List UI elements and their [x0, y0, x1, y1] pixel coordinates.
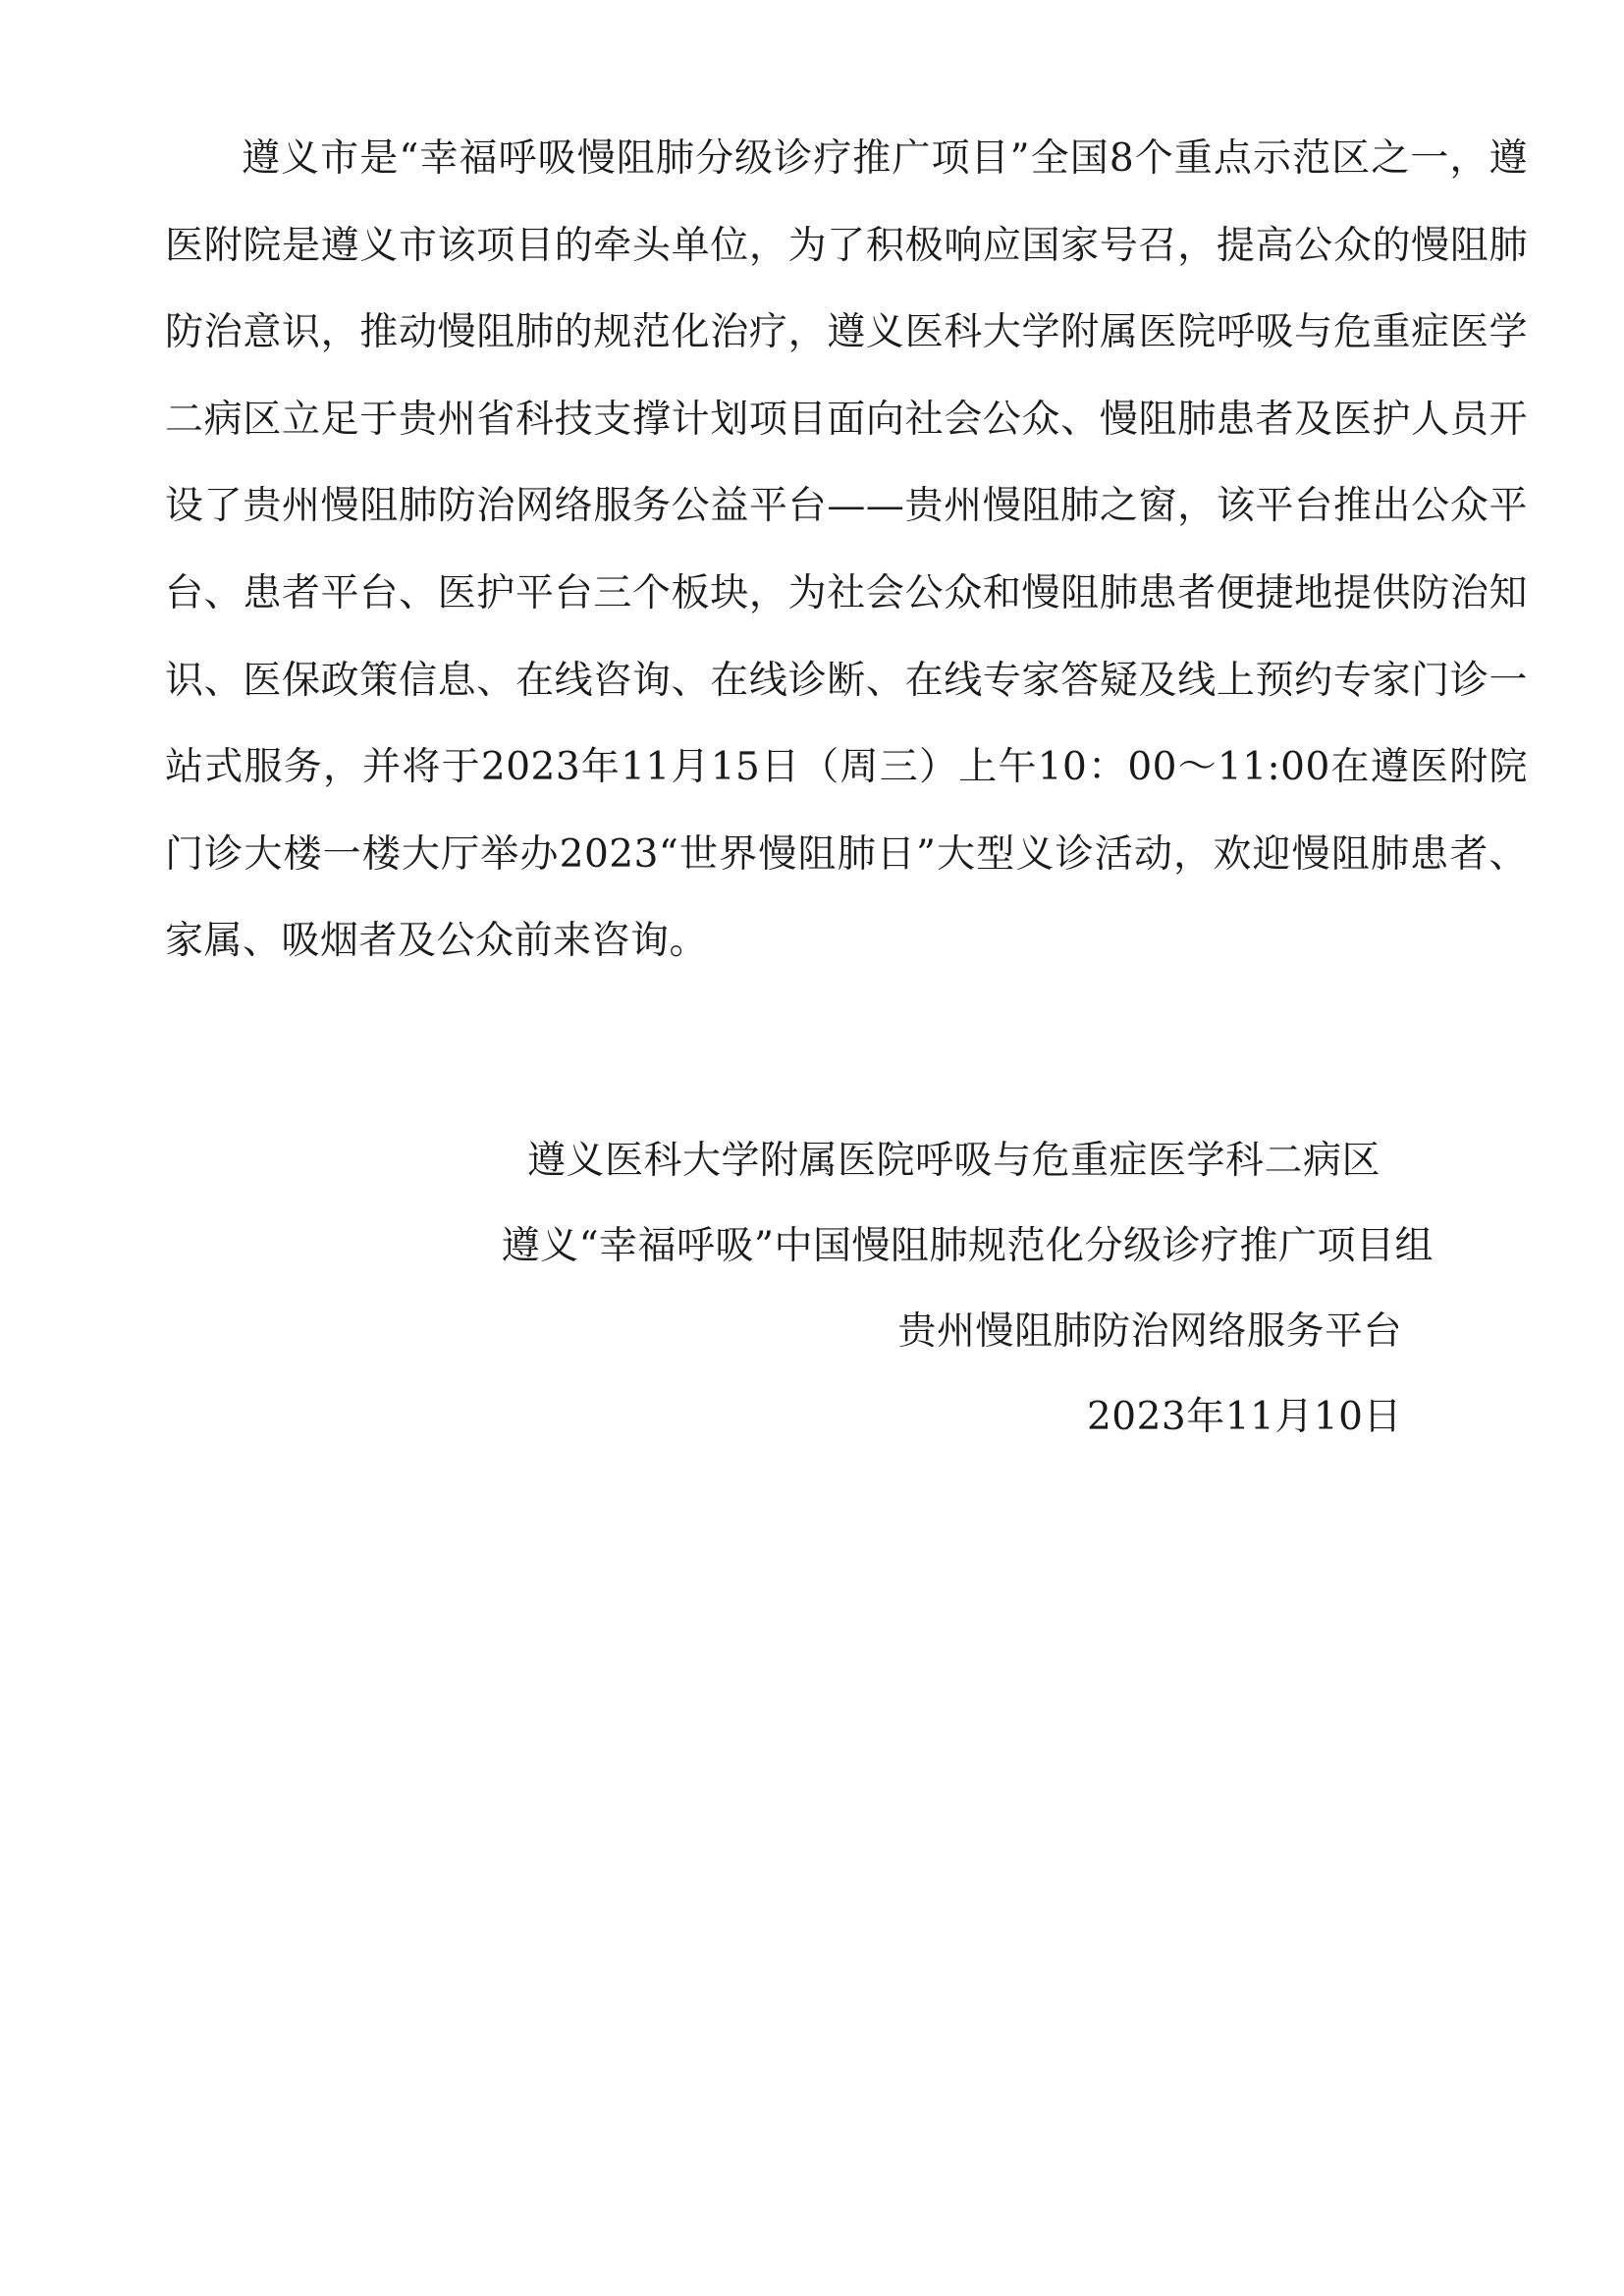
signature-date: 2023年11月10日	[1086, 1395, 1402, 1439]
signature-department: 遵义医科大学附属医院呼吸与危重症医学科二病区	[526, 1139, 1380, 1183]
notice-body-paragraph: 遵义市是“幸福呼吸慢阻肺分级诊疗推广项目”全国8个重点示范区之一，遵医附院是遵义市该项目的牵头单位，为了积极响应国家号召，提高公众的慢阻肺防治意识，推动慢阻肺的规范化治疗，遵义医科大学附属医院呼吸与危重症医学二病区立足于贵州省科技支撑计划项目面向社会公众、慢阻肺患者及医护人员开设了贵州慢阻肺防治网络服务公益平台——贵州慢阻肺之窗，该平台推出公众平台、患者平台、医护平台三个板块，为社会公众和慢阻肺患者便捷地提供防治知识、医保政策信息、在线咨询、在线诊断、在线专家答疑及线上预约专家门诊一站式服务，并将于2023年11月15日（周三）上午10：00～11:00在遵医附院门诊大楼一楼大厅举办2023“世界慢阻肺日”大型义诊活动，欢迎慢阻肺患者、家属、吸烟者及公众前来咨询。	[165, 136, 1528, 964]
signature-platform: 贵州慢阻肺防治网络服务平台	[897, 1309, 1402, 1354]
signature-project-group: 遵义“幸福呼吸”中国慢阻肺规范化分级诊疗推广项目组	[501, 1224, 1434, 1268]
